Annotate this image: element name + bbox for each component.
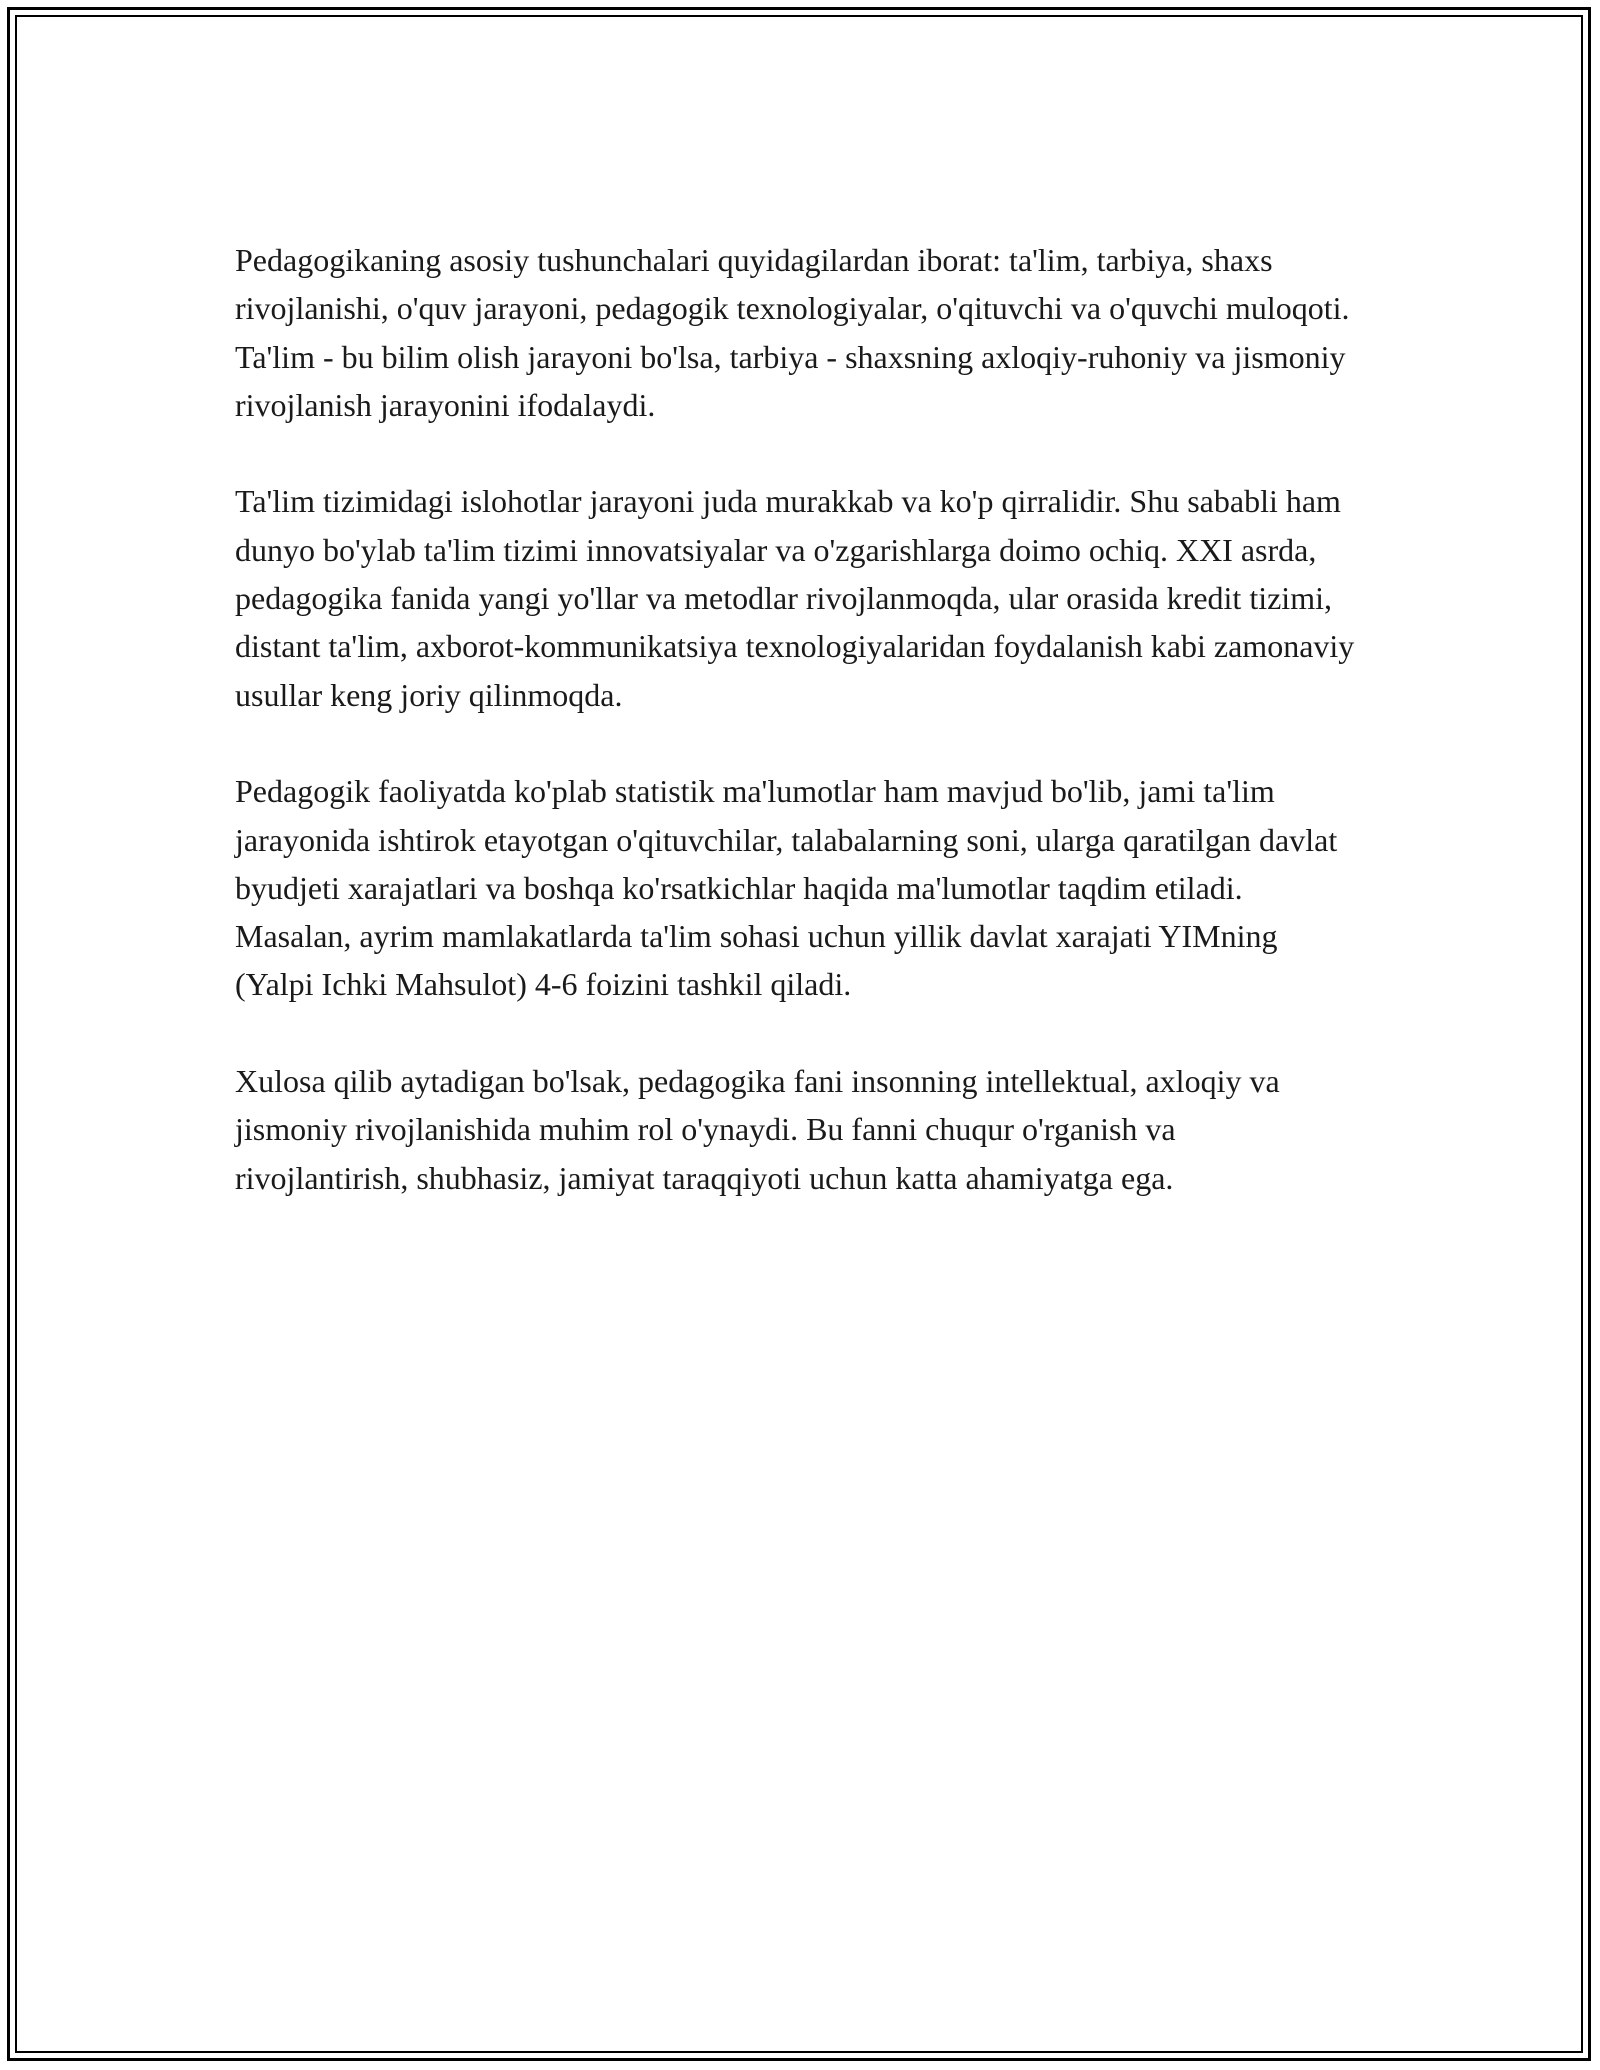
paragraph-conclusion: Xulosa qilib aytadigan bo'lsak, pedagogika fani insonning intellektual, axloqiy va jismoniy rivojlanishida muhim rol o'ynaydi. Bu fanni chuqur o'rganish va rivojlantirish, shubhasiz, jamiyat taraqqiyoti uchun katta ahamiyatga ega. <box>235 1063 1280 1196</box>
document-body <box>235 236 1355 1202</box>
paragraph-statistics: Pedagogik faoliyatda ko'plab statistik ma'lumotlar ham mavjud bo'lib, jami ta'lim jarayonida ishtirok etayotgan o'qituvchilar, talabalarning soni, ularga qaratilgan davlat byudjeti xarajatlari va boshqa ko'rsatkichlar haqida ma'lumotlar taqdim etiladi. Masalan, ayrim mamlakatlarda ta'lim sohasi uchun yillik davlat xarajati YIMning (Yalpi Ichki Mahsulot) 4-6 foizini tashkil qiladi. <box>235 773 1338 1003</box>
paragraph-education-reforms: Ta'lim tizimidagi islohotlar jarayoni juda murakkab va ko'p qirralidir. Shu sababli ham dunyo bo'ylab ta'lim tizimi innovatsiyalar va o'zgarishlarga doimo ochiq. XXI asrda, pedagogika fanida yangi yo'llar va metodlar rivojlanmoqda, ular orasida kredit tizimi, distant ta'lim, axborot-kommunikatsiya texnologiyalaridan foydalanish kabi zamonaviy usullar keng joriy qilinmoqda. <box>235 483 1355 713</box>
paragraph-key-concepts: Pedagogikaning asosiy tushunchalari quyidagilardan iborat: ta'lim, tarbiya, shaxs rivojlanishi, o'quv jarayoni, pedagogik texnologiyalar, o'qituvchi va o'quvchi muloqoti. Ta'lim - bu bilim olish jarayoni bo'lsa, tarbiya - shaxsning axloqiy-ruhoniy va jismoniy rivojlanish jarayonini ifodalaydi. <box>235 242 1350 423</box>
